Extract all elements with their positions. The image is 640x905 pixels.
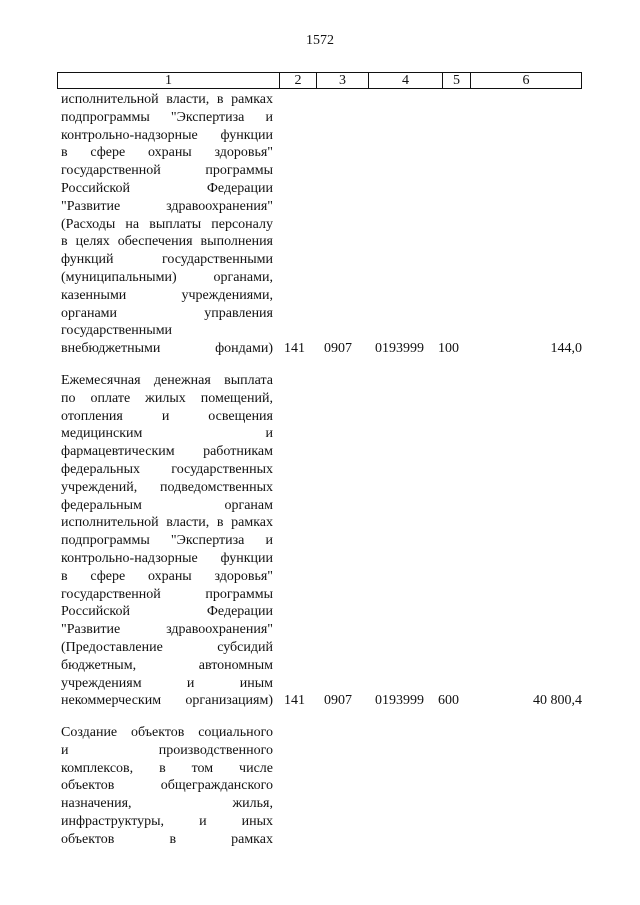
- description-line: контрольно-надзорные функции: [61, 550, 273, 566]
- table-body: [61, 91, 582, 849]
- description-line: подпрограммы "Экспертиза и: [61, 533, 273, 549]
- table-row: [61, 372, 582, 710]
- description-line: государственными: [61, 323, 173, 339]
- table-row: [61, 724, 582, 849]
- cell-c5: 100: [438, 341, 459, 357]
- header-col-1: 1: [58, 73, 280, 88]
- description-line: внебюджетными фондами): [61, 341, 273, 357]
- description-line: "Развитие здравоохранения": [61, 622, 273, 638]
- description-line: в целях обеспечения выполнения: [61, 234, 273, 250]
- description-line: Ежемесячная денежная выплата: [61, 372, 273, 388]
- description-line: фармацевтическим работникам: [61, 444, 273, 460]
- cell-c6: 144,0: [550, 341, 582, 357]
- cell-c2: 141: [284, 693, 305, 709]
- description-line: исполнительной власти, в рамках: [61, 92, 273, 107]
- description-line: Создание объектов социального: [61, 725, 273, 741]
- row-description: [61, 372, 273, 710]
- header-col-4: 4: [369, 73, 443, 88]
- header-col-3: 3: [317, 73, 369, 88]
- description-line: в сфере охраны здоровья": [61, 568, 273, 584]
- description-line: контрольно-надзорные функции: [61, 127, 273, 143]
- row-description: [61, 91, 273, 358]
- description-line: государственной программы: [61, 163, 273, 179]
- cell-c3: 0907: [324, 341, 352, 357]
- cell-c2: 141: [284, 341, 305, 357]
- description-line: государственной программы: [61, 586, 273, 602]
- cell-c3: 0907: [324, 693, 352, 709]
- cell-c5: 600: [438, 693, 459, 709]
- description-line: федеральных государственных: [61, 461, 273, 477]
- header-col-2: 2: [280, 73, 317, 88]
- description-line: в сфере охраны здоровья": [61, 145, 273, 161]
- description-line: объектов в рамках: [61, 831, 273, 847]
- description-line: органами управления: [61, 305, 273, 321]
- description-line: отопления и освещения: [61, 408, 273, 424]
- row-description: [61, 724, 273, 849]
- description-line: функций государственными: [61, 252, 273, 268]
- description-line: (муниципальными) органами,: [61, 269, 273, 285]
- description-line: (Предоставление субсидий: [61, 639, 273, 655]
- description-line: бюджетным, автономным: [61, 657, 273, 673]
- description-line: (Расходы на выплаты персоналу: [61, 216, 273, 232]
- description-line: казенными учреждениями,: [61, 287, 273, 303]
- description-line: федеральным органам: [61, 497, 273, 513]
- description-line: Российской Федерации: [61, 604, 273, 620]
- description-line: подпрограммы "Экспертиза и: [61, 109, 273, 125]
- table-row: [61, 91, 582, 358]
- table-header: [57, 72, 582, 89]
- description-line: по оплате жилых помещений,: [61, 390, 273, 406]
- description-line: Российской Федерации: [61, 180, 273, 196]
- header-col-6: 6: [522, 73, 530, 88]
- description-line: комплексов, в том числе: [61, 760, 273, 776]
- description-line: учреждений, подведомственных: [61, 479, 273, 495]
- description-line: учреждениям и иным: [61, 675, 273, 691]
- cell-c6: 40 800,4: [533, 693, 582, 709]
- description-line: назначения, жилья,: [61, 796, 273, 812]
- description-line: медицинским и: [61, 426, 273, 442]
- cell-c4: 0193999: [375, 341, 424, 357]
- description-line: объектов общегражданского: [61, 778, 273, 794]
- page-number: 1572: [306, 33, 334, 48]
- description-line: "Развитие здравоохранения": [61, 198, 273, 214]
- cell-c4: 0193999: [375, 693, 424, 709]
- description-line: некоммерческим организациям): [61, 693, 273, 709]
- header-col-5: 5: [443, 73, 471, 88]
- description-line: исполнительной власти, в рамках: [61, 515, 273, 531]
- description-line: инфраструктуры, и иных: [61, 814, 273, 830]
- description-line: и производственного: [61, 742, 273, 758]
